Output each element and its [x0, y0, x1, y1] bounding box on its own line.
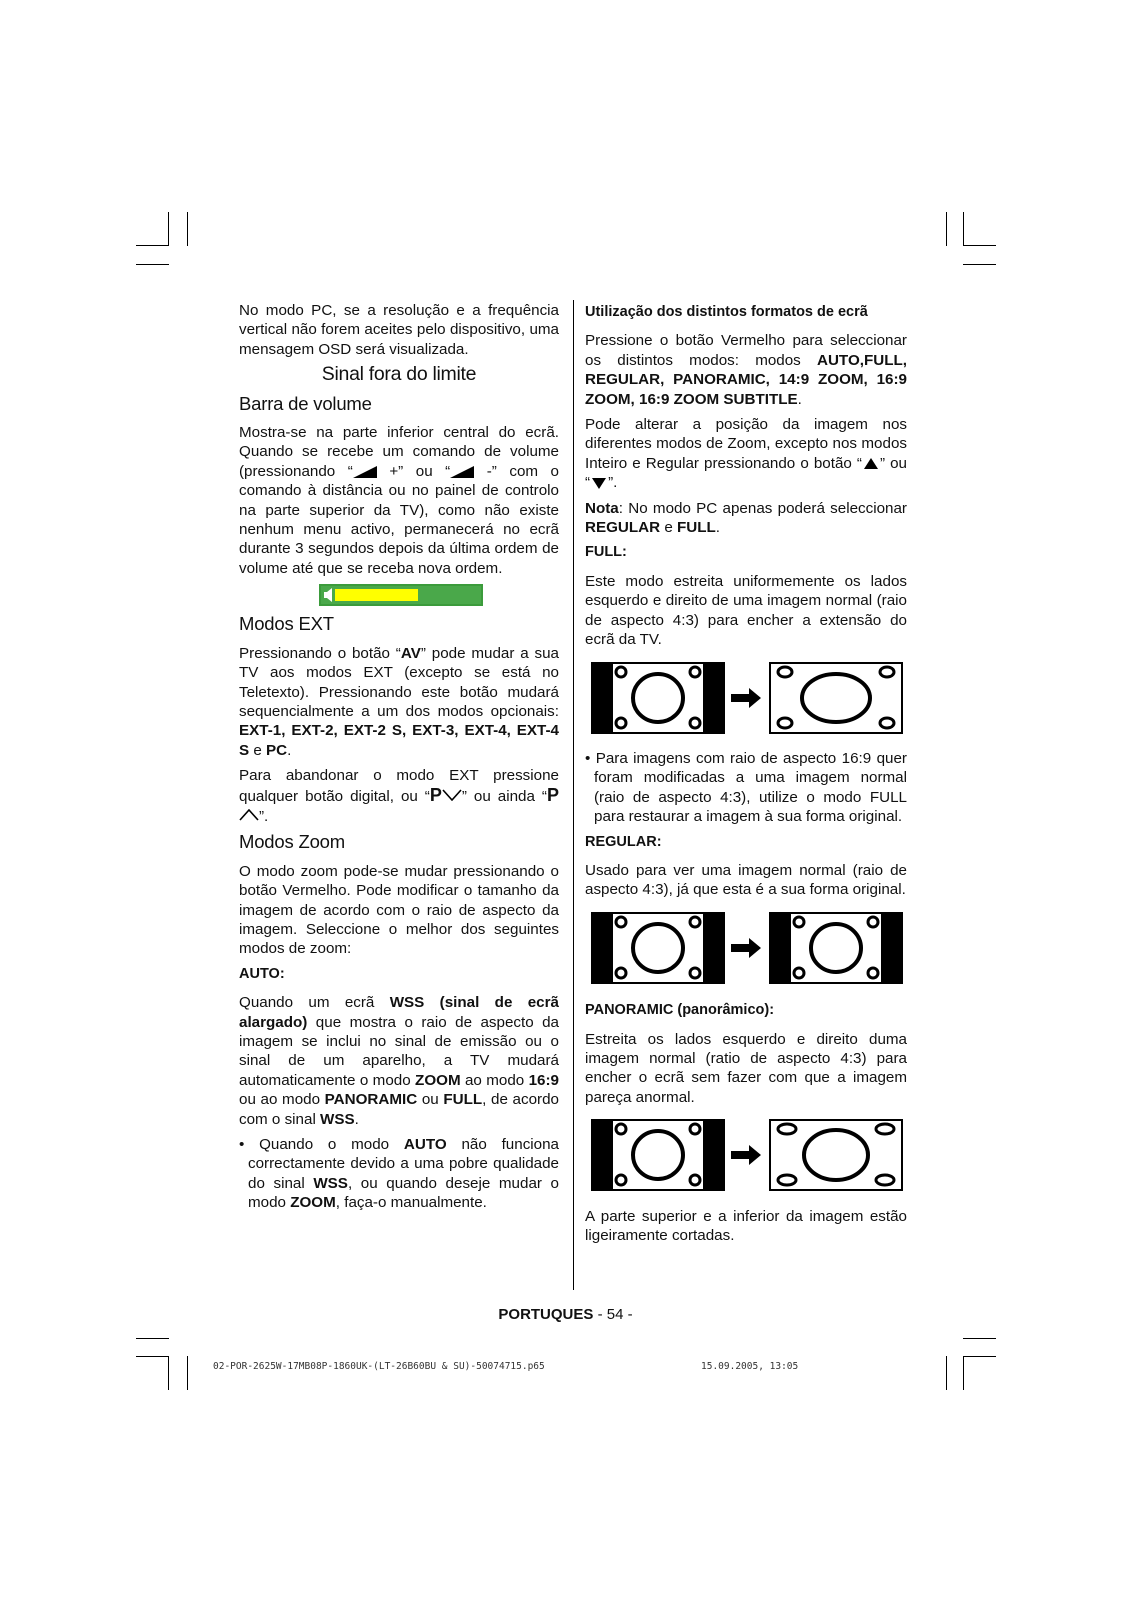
crop-mark [963, 245, 996, 246]
crop-mark [963, 1338, 996, 1339]
note-paragraph: Nota: No modo PC apenas poderá seleccionar REGULAR e FULL. [585, 499, 907, 537]
formats-paragraph: Pressione o botão Vermelho para seleccionar os distintos modos: modos AUTO,FULL, REGULAR, PANORAMIC, 14:9 ZOOM, 16:9 ZOOM, 16:9 ZOOM SUBTITLE. [585, 332, 907, 408]
auto-heading: AUTO: [239, 965, 285, 982]
file-info: 02-POR-2625W-17MB08P-1860UK-(LT-26B60BU & SU)-50074715.p65 [213, 1361, 545, 1372]
crop-mark [136, 1356, 169, 1357]
crop-mark [963, 212, 964, 246]
regular-paragraph: Usado para ver uma imagem normal (raio de aspecto 4:3), já que esta é a sua forma original. [585, 861, 907, 899]
auto-paragraph: Quando um ecrã WSS (sinal de ecrã alargado) que mostra o raio de aspecto da imagem se inclui no sinal de emissão ou o sinal de um aparelho, a TV mudará automaticamente o modo ZOOM ao modo 16:9 ou ao modo PANORAMIC ou FULL, de acordo com o sinal WSS. [239, 994, 559, 1128]
page-number: - 54 - [593, 1306, 633, 1323]
volume-level-fill [335, 589, 418, 601]
footer-language: PORTUQUES [498, 1306, 594, 1323]
section-title-signal: Sinal fora do limite [321, 363, 477, 386]
ext-paragraph: Pressionando o botão “AV” pode mudar a sua TV aos modos EXT (excepto se está no Teletexto). Pressionando este botão mudará sequencialmente a um dos modos opcionais: EXT-1, EXT-2, EXT-2 S, EXT-3, EXT-4, EXT-4 S e PC. [239, 644, 559, 759]
crop-mark [187, 1356, 188, 1390]
up-arrow-icon [864, 458, 878, 469]
volume-bar [319, 584, 483, 606]
crop-mark [963, 1356, 996, 1357]
position-paragraph: Pode alterar a posição da imagem nos diferentes modos de Zoom, excepto nos modos Inteiro e Regular pressionando o botão “ ” ou “ ”. [585, 416, 907, 492]
volume-paragraph: Mostra-se na parte inferior central do ecrã. Quando se recebe um comando de volume (pressionando “ +” ou “ -” com o comando à distância ou no painel de controlo na parte superior da TV), como não existe nenhum menu activo, permanecerá no ecrã durante 3 segundos depois da última ordem de volume até que se receba nova ordem. [239, 424, 559, 577]
panoramic-paragraph: Estreita os lados esquerdo e direito duma imagem normal (ratio de aspecto 4:3) para encher o ecrã sem fazer com que a imagem pareça anormal. [585, 1030, 907, 1106]
speaker-icon [324, 588, 332, 602]
print-timestamp: 15.09.2005, 13:05 [701, 1361, 799, 1372]
program-up-icon: P [239, 785, 559, 825]
down-arrow-icon [592, 478, 606, 489]
crop-mark [946, 1356, 947, 1390]
pc-mode-paragraph: No modo PC, se a resolução e a frequência vertical não forem aceites pelo dispositivo, uma mensagem OSD será visualizada. [239, 302, 559, 358]
page-footer [0, 1306, 1131, 1323]
full-heading: FULL: [585, 544, 627, 561]
panoramic-heading: PANORAMIC (panorâmico): [585, 1002, 775, 1019]
crop-mark [946, 212, 947, 246]
crop-mark [963, 1356, 964, 1390]
crop-mark [168, 1356, 169, 1390]
right-column [585, 301, 907, 1251]
full-paragraph: Este modo estreita uniformemente os lados esquerdo e direito de uma imagem normal (raio de aspecto 4:3) para encher a extensão do ecrã da TV. [585, 572, 907, 649]
volume-down-icon [450, 466, 474, 478]
panoramic-note: A parte superior e a inferior da imagem estão ligeiramente cortadas. [585, 1207, 907, 1244]
full-mode-diagram [591, 660, 903, 736]
crop-mark [136, 264, 169, 265]
crop-mark [963, 264, 996, 265]
program-down-icon: P [430, 785, 462, 805]
auto-bullet: • Quando o modo AUTO não funciona correctamente devido a uma pobre qualidade do sinal WSS, ou quando deseje mudar o modo ZOOM, faça-o manualmente. [239, 1136, 560, 1212]
volume-up-icon [353, 466, 377, 478]
formats-heading: Utilização dos distintos formatos de ecrã [585, 304, 868, 320]
crop-mark [187, 212, 188, 246]
left-column [239, 301, 559, 1219]
crop-mark [136, 245, 169, 246]
section-title-zoom: Modos Zoom [239, 831, 345, 853]
regular-heading: REGULAR: [585, 833, 662, 850]
section-title-ext: Modos EXT [239, 613, 334, 635]
regular-mode-diagram [591, 910, 903, 986]
ext-leave-paragraph: Para abandonar o modo EXT pressione qualquer botão digital, ou “P ” ou ainda “P”. [239, 767, 559, 825]
full-bullet: • Para imagens com raio de aspecto 16:9 quer foram modificadas a uma imagem normal (raio de aspecto 4:3), utilize o modo FULL para restaurar a imagem à sua forma original. [585, 749, 907, 826]
crop-mark [136, 1338, 169, 1339]
section-title-volume: Barra de volume [239, 392, 372, 414]
zoom-paragraph: O modo zoom pode-se mudar pressionando o botão Vermelho. Pode modificar o tamanho da imagem de acordo com o raio de aspecto da imagem. Seleccione o melhor dos seguintes modos de zoom: [239, 862, 559, 958]
column-divider [573, 300, 574, 1290]
crop-mark [168, 212, 169, 246]
panoramic-mode-diagram [591, 1117, 903, 1193]
